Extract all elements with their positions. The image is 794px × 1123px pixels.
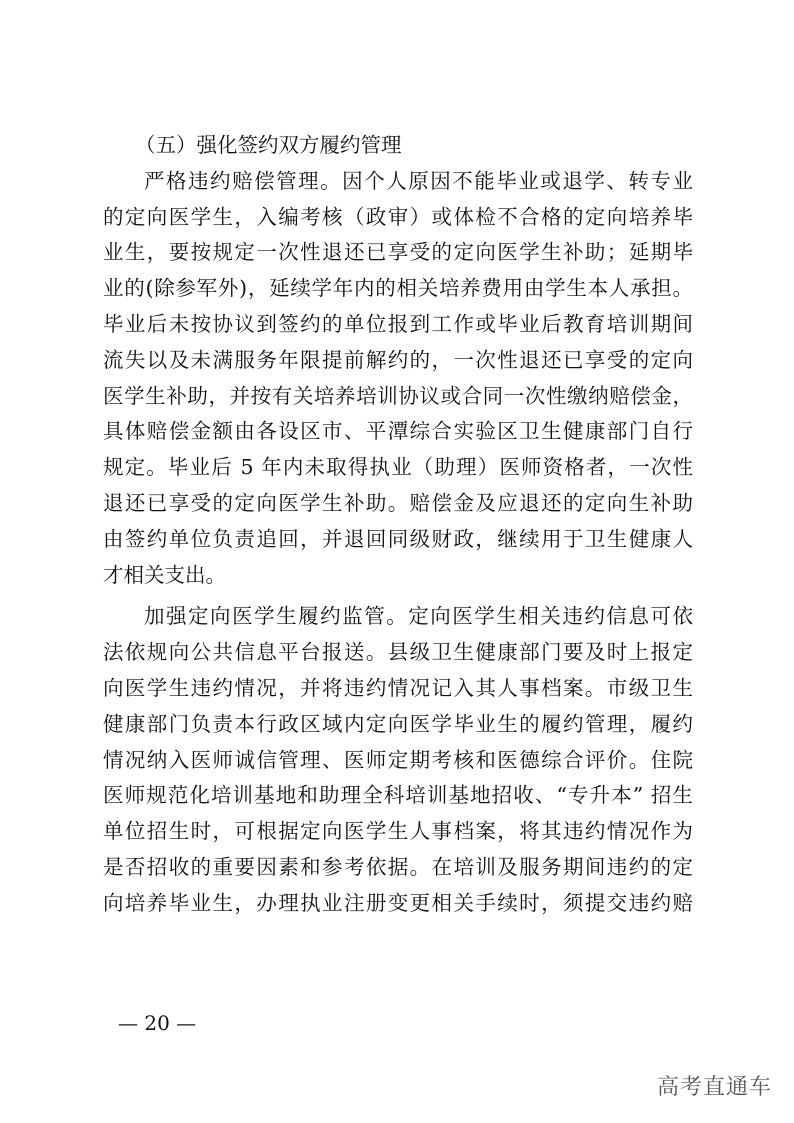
paragraph-line: 由签约单位负责追回，并退回同级财政，继续用于卫生健康人 [103, 526, 693, 551]
paragraph-line: 具体赔偿金额由各设区市、平潭综合实验区卫生健康部门自行 [103, 419, 693, 444]
paragraph-line: 才相关支出。 [103, 562, 226, 587]
paragraph-line: 毕业后未按协议到签约的单位报到工作或毕业后教育培训期间 [103, 311, 693, 336]
paragraph-line: 业生，要按规定一次性退还已享受的定向医学生补助；延期毕 [103, 240, 693, 265]
page-number: — 20 — [118, 1011, 197, 1035]
paragraph-breach-compensation [103, 164, 693, 594]
paragraph-line: 法依规向公共信息平台报送。县级卫生健康部门要及时上报定 [103, 640, 693, 665]
paragraph-line: 是否招收的重要因素和参考依据。在培训及服务期间违约的定 [103, 854, 693, 879]
paragraph-line: 单位招生时，可根据定向医学生人事档案，将其违约情况作为 [103, 819, 693, 844]
paragraph-line: 规定。毕业后 5 年内未取得执业（助理）医师资格者，一次性 [103, 455, 693, 480]
paragraph-line: 的定向医学生，入编考核（政审）或体检不合格的定向培养毕 [103, 204, 693, 229]
paragraph-line: 情况纳入医师诚信管理、医师定期考核和医德综合评价。住院 [103, 747, 693, 772]
document-body [103, 128, 693, 922]
paragraph-line: 向医学生违约情况，并将违约情况记入其人事档案。市级卫生 [103, 675, 693, 700]
paragraph-line: 医学生补助，并按有关培养培训协议或合同一次性缴纳赔偿金， [103, 383, 693, 408]
paragraph-supervision [103, 599, 693, 921]
watermark-text: 高考直通车 [656, 1075, 772, 1100]
paragraph-line: 医师规范化培训基地和助理全科培训基地招收、“专升本” 招生 [103, 783, 693, 808]
paragraph-line: 加强定向医学生履约监管。定向医学生相关违约信息可依 [144, 604, 693, 629]
paragraph-line: 业的(除参军外)，延续学年内的相关培养费用由学生本人承担。 [103, 276, 693, 301]
section-heading: （五）强化签约双方履约管理 [135, 133, 402, 157]
paragraph-line: 严格违约赔偿管理。因个人原因不能毕业或退学、转专业 [144, 168, 693, 193]
paragraph-line: 退还已享受的定向医学生补助。赔偿金及应退还的定向生补助 [103, 490, 693, 515]
paragraph-line: 向培养毕业生，办理执业注册变更相关手续时，须提交违约赔 [103, 890, 693, 915]
paragraph-line: 健康部门负责本行政区域内定向医学毕业生的履约管理，履约 [103, 711, 693, 736]
paragraph-line: 流失以及未满服务年限提前解约的，一次性退还已享受的定向 [103, 347, 693, 372]
